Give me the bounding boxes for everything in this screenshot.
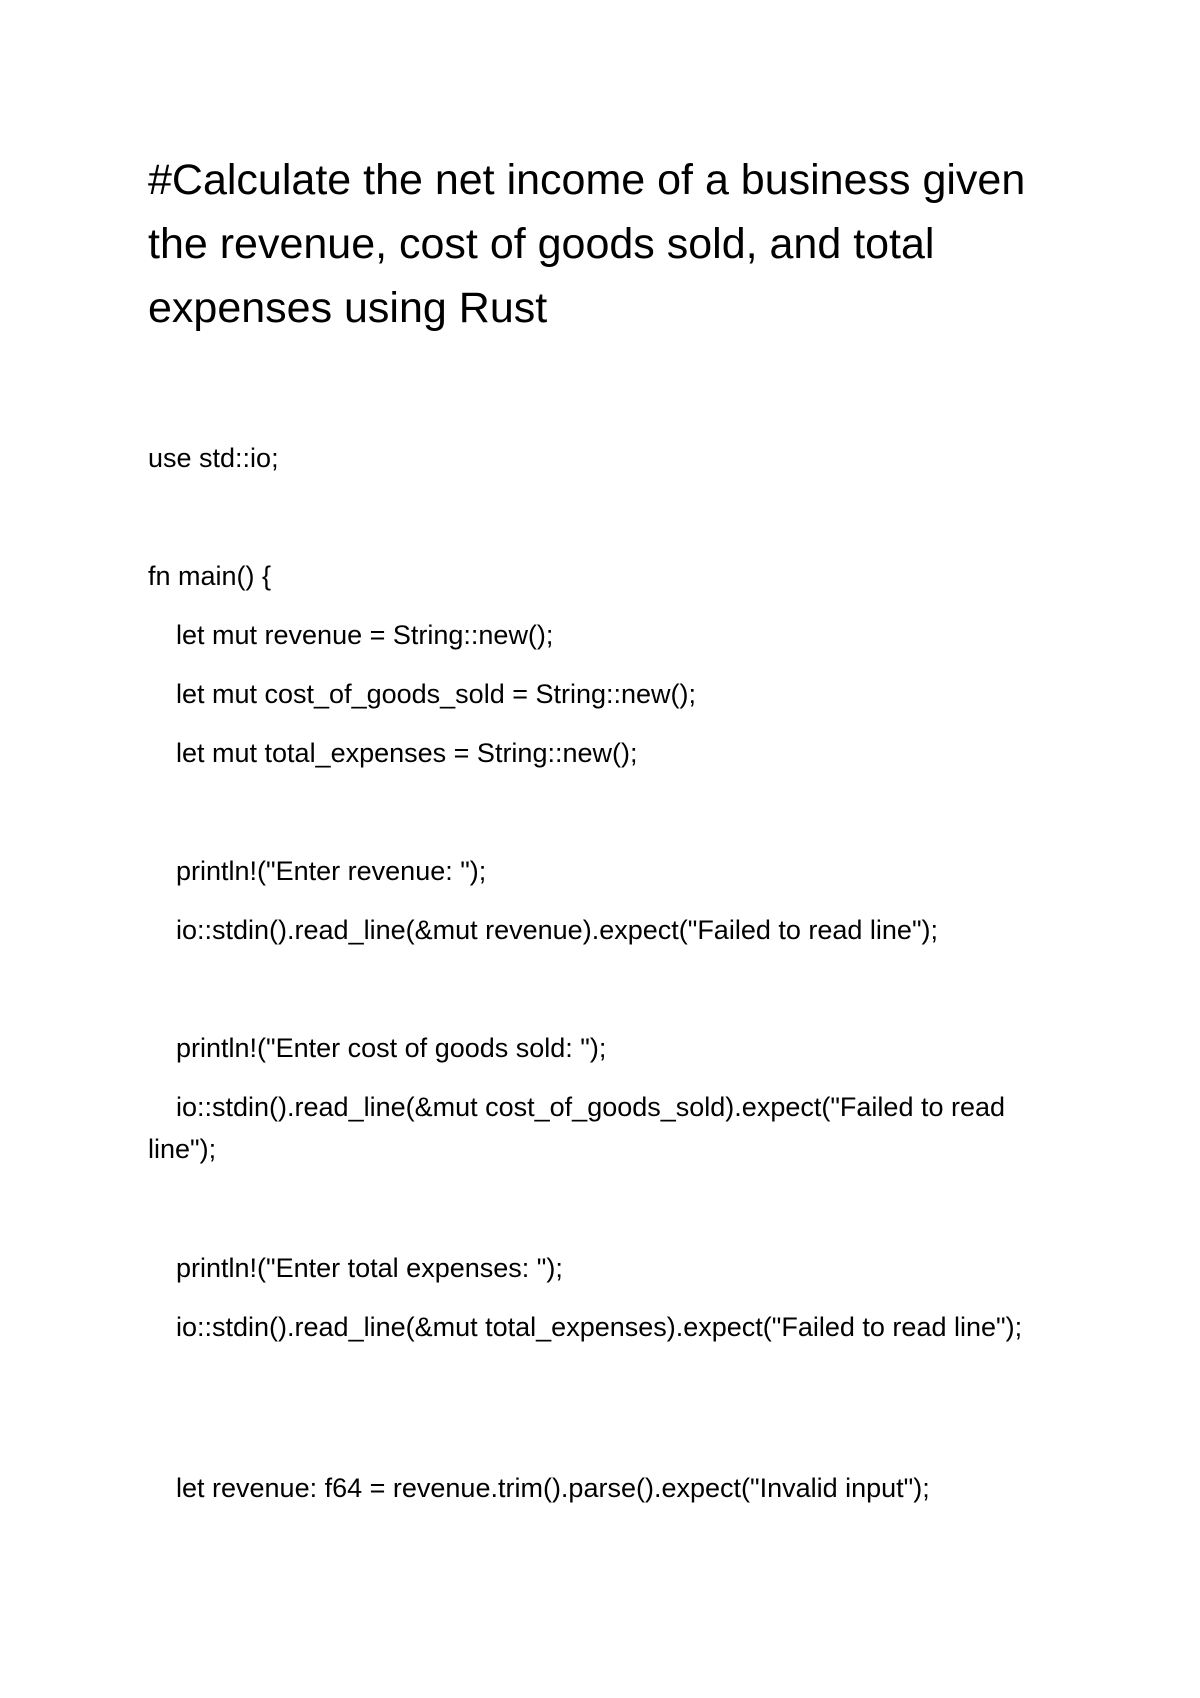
document-heading: #Calculate the net income of a business given the revenue, cost of goods sold, and total expenses using Rust [148, 156, 1026, 332]
code-line-parse-revenue: let revenue: f64 = revenue.trim().parse().expect("Invalid input"); [176, 1473, 930, 1503]
code-line-let-cogs: let mut cost_of_goods_sold = String::new(); [176, 679, 697, 709]
code-line-let-revenue: let mut revenue = String::new(); [176, 620, 554, 650]
code-line-let-expenses: let mut total_expenses = String::new(); [176, 738, 638, 768]
code-line-use: use std::io; [148, 443, 279, 473]
code-line-read-expenses: io::stdin().read_line(&mut total_expenses).expect("Failed to read line"); [176, 1312, 1023, 1342]
code-line-fn-main: fn main() { [148, 561, 272, 591]
code-line-println-cogs: println!("Enter cost of goods sold: "); [176, 1033, 607, 1063]
code-line-println-revenue: println!("Enter revenue: "); [176, 856, 487, 886]
code-line-read-cogs: io::stdin().read_line(&mut cost_of_goods_sold).expect("Failed to read line"); [148, 1092, 1013, 1164]
code-line-read-revenue: io::stdin().read_line(&mut revenue).expect("Failed to read line"); [176, 915, 939, 945]
code-line-println-expenses: println!("Enter total expenses: "); [176, 1253, 563, 1283]
